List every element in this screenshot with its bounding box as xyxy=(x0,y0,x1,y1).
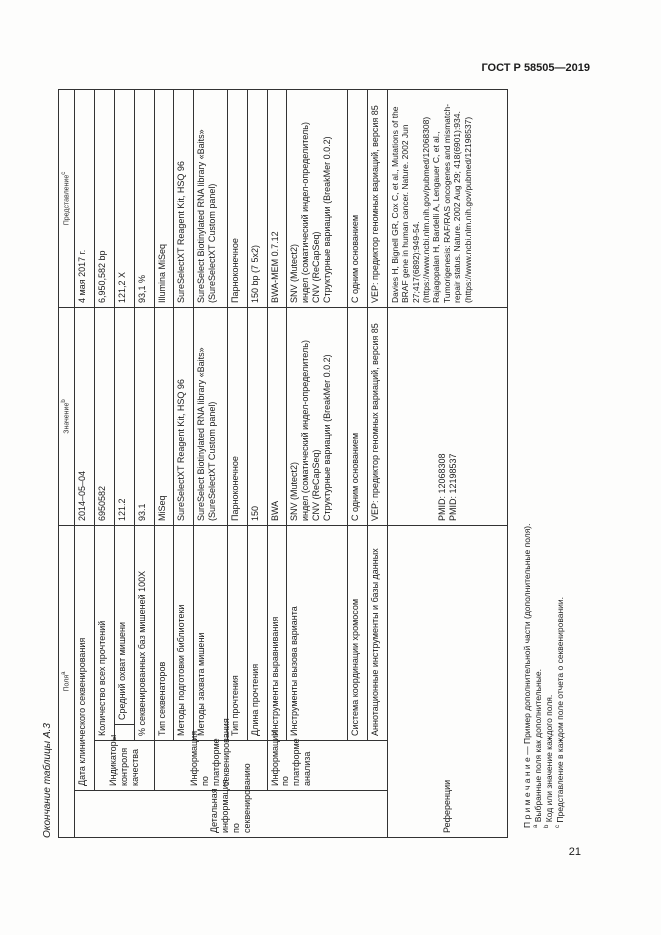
value-cell: 121.2 xyxy=(114,308,134,526)
repr-line: CNV (ReCapSeq) xyxy=(311,231,322,303)
note-c: $^c$ Представление в каждом поле отчета о секвенировании. xyxy=(555,596,566,828)
repr-cell: SureSelectXT Reagent Kit, HSQ 96 xyxy=(174,90,194,308)
value-cell: Парноконечное xyxy=(227,308,247,526)
group-detail: Детальная информация по секвенированию xyxy=(75,791,388,838)
value-cell: SureSelect Biotinylated RNA library «Baits» (SureSelectXT Custom panel) xyxy=(194,308,228,526)
value-line: SNV (Mutect2) xyxy=(289,461,300,521)
group-refs: Референции xyxy=(388,526,508,838)
standard-number: ГОСТ Р 58505—2019 xyxy=(481,62,590,74)
field-cell: Тип секвенаторов xyxy=(154,526,174,741)
value-cell xyxy=(388,308,508,526)
field-cell: Количество всех прочтений xyxy=(94,526,114,741)
group-platform: Информация по платформе секвенирования xyxy=(154,741,267,791)
table-row xyxy=(134,90,154,838)
value-cell: С одним основанием xyxy=(348,308,368,526)
page-number: 21 xyxy=(568,846,581,858)
value-cell: 6950582 xyxy=(94,308,114,526)
repr-cell: SureSelect Biotinylated RNA library «Baits» (SureSelectXT Custom panel) xyxy=(194,90,228,308)
value-line: PMID: 12198537 xyxy=(447,453,458,521)
field-cell: Тип прочтения xyxy=(227,526,247,741)
value-line: CNV (ReCapSeq) xyxy=(311,449,322,521)
repr-cell: Davies H, Bignell GR, Cox C, et al., Mutations of the BRAF gene in human cancer. Nature. 2002 Jun 27;417(6892):949-54. (https://www.ncbi.nlm.nih.gov/pubmed/12068308) Rajagopalan H, Bardelli A, Lengauer C, et al., Tumorigenesis: RAF/RAS oncogenes and mismatch-repair status. Nature. 2002 Aug 29; 418(6901):934. (https://www.ncbi.nlm.nih.gov/pubmed/12198537) xyxy=(388,90,508,308)
header-representation: Представление$^c$ xyxy=(59,90,75,308)
note-b: $^b$ Код или значение каждого поля. xyxy=(544,694,555,828)
table-row xyxy=(174,90,194,838)
header-fields: Поля$^a$ xyxy=(59,526,75,838)
repr-cell: Парноконечное xyxy=(227,90,247,308)
note-main: П р и м е ч а н и е — Пример дополнительной части (дополнительные поля). xyxy=(522,523,532,828)
table-row xyxy=(247,90,267,838)
table-notes xyxy=(522,524,566,829)
repr-cell: Illumina MiSeq xyxy=(154,90,174,308)
table-row xyxy=(75,90,95,838)
field-cell: Длина прочтения xyxy=(247,526,267,741)
field-cell: Методы подготовки библиотеки xyxy=(174,526,194,741)
field-cell: Система координации хромосом xyxy=(348,526,368,741)
table-row xyxy=(388,90,508,838)
field-cell: Дата клинического секвенирования xyxy=(75,526,95,791)
value-cell: MiSeq xyxy=(154,308,174,526)
repr-cell: 6,950,582 bp xyxy=(94,90,114,308)
repr-line: Структурные вариации (BreakMer 0.0.2) xyxy=(322,136,333,303)
value-line: индел (соматический индел-определитель) xyxy=(300,340,311,521)
value-cell: 93.1 xyxy=(134,308,154,526)
repr-cell: 150 bp (7 5x2) xyxy=(247,90,267,308)
value-cell: 150 xyxy=(247,308,267,526)
repr-cell: BWA-MEM 0.7.12 xyxy=(267,90,287,308)
table-row xyxy=(287,90,348,838)
repr-cell xyxy=(287,90,348,308)
repr-line: SNV (Mutect2) xyxy=(289,243,300,303)
table-row xyxy=(227,90,247,838)
value-cell: VEP: предиктор геномных вариаций, версия 85 xyxy=(368,308,388,526)
table-row xyxy=(154,90,174,838)
repr-cell: 4 мая 2017 г. xyxy=(75,90,95,308)
repr-cell: С одним основанием xyxy=(348,90,368,308)
field-cell: Аннотационные инструменты и базы данных xyxy=(368,526,388,741)
value-cell: 2014–05–04 xyxy=(75,308,95,526)
field-cell: Средний охват мишени xyxy=(114,526,134,725)
repr-cell: VEP: предиктор геномных вариаций, версия 85 xyxy=(368,90,388,308)
value-line: Структурные вариации (BreakMer 0.0.2) xyxy=(322,354,333,521)
field-cell: Методы захвата мишени xyxy=(194,526,228,741)
value-cell: BWA xyxy=(267,308,287,526)
rotated-table-area xyxy=(42,78,566,838)
field-cell: Инструменты вызова варианта xyxy=(287,526,348,741)
field-cell: Инструменты выравнивания xyxy=(267,526,287,741)
group-analysis: Информация по платформе анализа xyxy=(267,741,387,791)
table-row xyxy=(114,90,134,838)
value-line: PMID: 12068308 xyxy=(436,453,447,521)
table-row xyxy=(267,90,287,838)
table-caption: Окончание таблицы А.3 xyxy=(42,723,53,838)
data-table xyxy=(58,89,508,838)
field-cell: % секвенированных баз мишеней 100Х xyxy=(134,526,154,741)
table-header-row xyxy=(59,90,75,838)
table-row xyxy=(368,90,388,838)
table-row xyxy=(94,90,114,838)
header-value: Значение$^b$ xyxy=(59,308,75,526)
group-quality: Индикаторы контроля качества xyxy=(94,741,154,791)
note-a: $^a$ Выбранные поля как дополнительные. xyxy=(533,669,544,828)
value-cell: SureSelectXT Reagent Kit, HSQ 96 xyxy=(174,308,194,526)
repr-line: индел (соматический индел-определитель) xyxy=(300,122,311,303)
table-row xyxy=(348,90,368,838)
repr-cell: 121,2 X xyxy=(114,90,134,308)
value-cell xyxy=(287,308,348,526)
repr-cell: 93,1 % xyxy=(134,90,154,308)
